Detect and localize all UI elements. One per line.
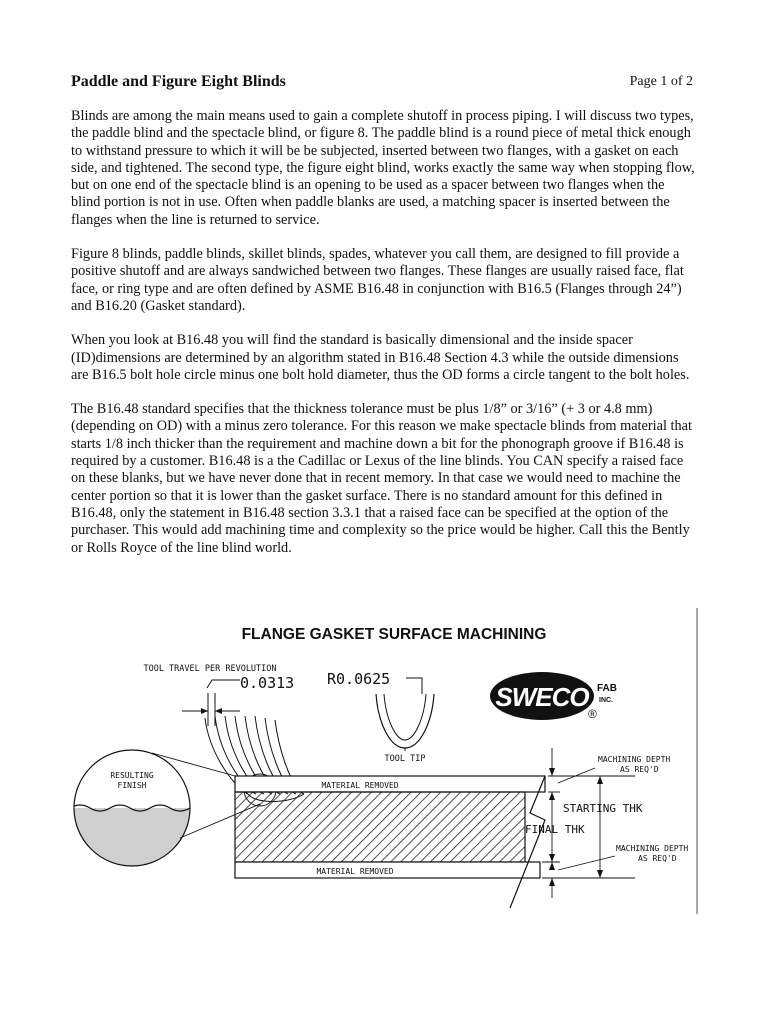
logo-fab: FAB bbox=[597, 683, 617, 694]
sweco-logo bbox=[490, 672, 617, 721]
hatched-material bbox=[235, 792, 525, 862]
radius-value: R0.0625 bbox=[327, 670, 391, 688]
tool-tip-inner bbox=[384, 694, 426, 740]
material-removed-top-label: MATERIAL REMOVED bbox=[321, 781, 399, 790]
flange-machining-figure bbox=[60, 608, 700, 918]
starting-thk-label: STARTING THK bbox=[563, 802, 643, 815]
paragraph-b16-48: When you look at B16.48 you will find the standard is basically dimensional and the inside spacer (ID)dimensions are determined by an algorithm stated in B16.48 Section 4.3 while the outside dimensions are B16.5 bolt hole circle minus one bolt hold diameter, thus the OD forms a circle tangent to the bolt holes. bbox=[71, 332, 690, 383]
logo-text: SWECO bbox=[495, 682, 589, 712]
tool-tip-label: TOOL TIP bbox=[384, 754, 426, 764]
tool-travel-value: 0.0313 bbox=[240, 674, 295, 692]
machining-depth-bottom-1: MACHINING DEPTH bbox=[616, 844, 689, 853]
figure-title: FLANGE GASKET SURFACE MACHINING bbox=[241, 626, 547, 643]
machining-depth-bottom-2: AS REQ'D bbox=[638, 854, 677, 863]
tool-travel-leader bbox=[207, 680, 240, 688]
machining-depth-bottom-leader bbox=[558, 856, 615, 870]
machining-diagram bbox=[60, 608, 700, 918]
finish-label-1: RESULTING bbox=[110, 771, 154, 780]
paragraph-figure-8: Figure 8 blinds, paddle blinds, skillet blinds, spades, whatever you call them, are designed to fill provide a positive shutoff and are always sandwiched between two flanges. These flanges are usually raised face, flat face, or ring type and are often defined by ASME B16.48 in conjunction with B16.5 (Flanges through 24”) and B16.20 (Gasket standard). bbox=[71, 246, 684, 314]
final-thk-label: FINAL THK bbox=[525, 823, 585, 836]
page-header bbox=[71, 72, 693, 94]
material-removed-bottom-label: MATERIAL REMOVED bbox=[316, 867, 394, 876]
plate-section bbox=[235, 776, 545, 908]
paragraph-intro: Blinds are among the main means used to gain a complete shutoff in process piping. I will discuss two types, the paddle blind and the spectacle blind, or figure 8. The paddle blind is a round piece of metal thick enough to withstand pressure to which it will be be subjected, inserted between two flanges, with a gasket on each side, and tightened. The second type, the figure eight blind, works exactly the same way when stopping flow, but on one end of the spectacle blind is an opening to be used as a spacer between two flanges when the blind portion is not in use. Often when paddle blanks are used, a matching spacer is inserted between the flanges when the line is returned to service. bbox=[71, 108, 695, 228]
machining-depth-top-2: AS REQ'D bbox=[620, 765, 659, 774]
page-number: Page 1 of 2 bbox=[629, 74, 693, 89]
finish-label-2: FINISH bbox=[117, 781, 147, 790]
radius-leader bbox=[406, 678, 422, 694]
body-text bbox=[71, 108, 696, 574]
logo-registered: ® bbox=[588, 707, 597, 721]
tool-travel-label: TOOL TRAVEL PER REVOLUTION bbox=[143, 664, 277, 674]
document-title: Paddle and Figure Eight Blinds bbox=[71, 73, 286, 90]
logo-inc: INC. bbox=[599, 697, 613, 704]
machining-depth-top-1: MACHINING DEPTH bbox=[598, 755, 671, 764]
paragraph-tolerance: The B16.48 standard specifies that the thickness tolerance must be plus 1/8” or 3/16” (+ 3 or 4.8 mm) (depending on OD) with a minus zero tolerance. For this reason we make spectacle blinds from material that starts 1/8 inch thicker than the requirement and machine down a bit for the phonograph groove if B16.48 is required by a customer. B16.48 is a the Cadillac or Lexus of the line blinds. You CAN specify a raised face on these blanks, but we have never done that in recent memory. In that case we would need to machine the center portion so that it is lower than the gasket surface. There is no standard amount for this defined in B16.48, only the statement in B16.48 section 3.3.1 that a raised face can be specified at the option of the purchaser. This would add machining time and complexity so the price would be higher. Call this the Bently or Rolls Royce of the line blind world. bbox=[71, 401, 692, 556]
machining-depth-top-leader bbox=[558, 768, 595, 783]
